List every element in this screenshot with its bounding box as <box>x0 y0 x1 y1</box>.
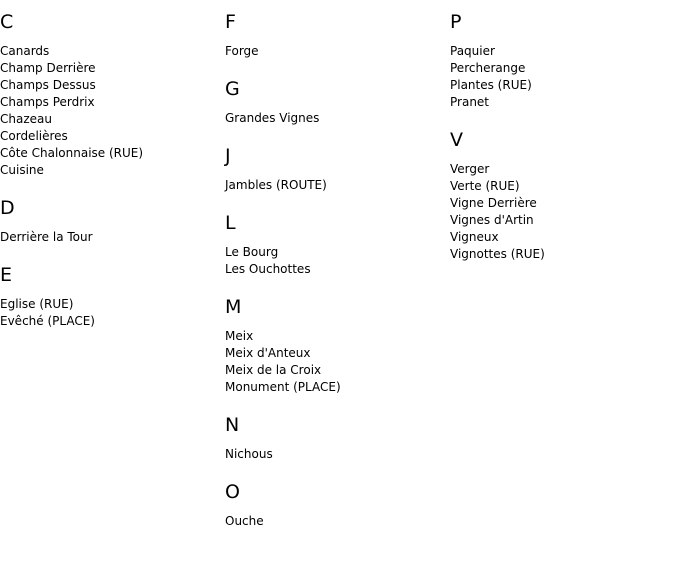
letter-heading: V <box>450 129 463 151</box>
letter-group-n <box>225 414 450 463</box>
column-1 <box>0 0 225 348</box>
street-list <box>225 177 450 194</box>
street-item[interactable]: Eglise (RUE) <box>0 297 74 311</box>
street-item[interactable]: Le Bourg <box>225 245 279 259</box>
street-item[interactable]: Champ Derrière <box>0 61 96 75</box>
street-list <box>0 43 225 179</box>
letter-heading: E <box>0 264 13 286</box>
street-item[interactable]: Forge <box>225 44 259 58</box>
letter-heading: G <box>225 78 240 100</box>
street-list <box>450 161 675 263</box>
letter-group-o <box>225 481 450 530</box>
street-list <box>225 43 450 60</box>
street-list <box>225 110 450 127</box>
street-list <box>225 328 450 396</box>
street-item[interactable]: Meix <box>225 329 254 343</box>
street-item[interactable]: Vigne Derrière <box>450 196 537 210</box>
street-item[interactable]: Vigneux <box>450 230 499 244</box>
street-list <box>0 229 225 246</box>
letter-heading: C <box>0 11 14 33</box>
street-item[interactable]: Canards <box>0 44 50 58</box>
street-item[interactable]: Verte (RUE) <box>450 179 520 193</box>
letter-heading: L <box>225 212 236 234</box>
letter-group-f <box>225 11 450 60</box>
letter-heading: O <box>225 481 240 503</box>
letter-heading: F <box>225 11 236 33</box>
street-item[interactable]: Les Ouchottes <box>225 262 311 276</box>
street-item[interactable]: Ouche <box>225 514 264 528</box>
street-item[interactable]: Cordelières <box>0 129 68 143</box>
street-list <box>450 43 675 111</box>
letter-heading: P <box>450 11 462 33</box>
street-item[interactable]: Evêché (PLACE) <box>0 314 95 328</box>
street-list <box>225 446 450 463</box>
street-item[interactable]: Jambles (ROUTE) <box>225 178 327 192</box>
street-item[interactable]: Vignes d'Artin <box>450 213 534 227</box>
street-item[interactable]: Vignottes (RUE) <box>450 247 545 261</box>
letter-group-l <box>225 212 450 278</box>
street-item[interactable]: Plantes (RUE) <box>450 78 532 92</box>
letter-group-g <box>225 78 450 127</box>
street-item[interactable]: Champs Perdrix <box>0 95 95 109</box>
street-item[interactable]: Verger <box>450 162 490 176</box>
letter-group-m <box>225 296 450 396</box>
street-list <box>0 296 225 330</box>
letter-group-c <box>0 11 225 179</box>
street-item[interactable]: Cuisine <box>0 163 44 177</box>
street-list <box>225 513 450 530</box>
letter-group-j <box>225 145 450 194</box>
street-item[interactable]: Côte Chalonnaise (RUE) <box>0 146 144 160</box>
letter-heading: J <box>225 145 231 167</box>
letter-heading: D <box>0 197 15 219</box>
letter-heading: N <box>225 414 240 436</box>
street-item[interactable]: Nichous <box>225 447 273 461</box>
street-item[interactable]: Paquier <box>450 44 495 58</box>
letter-group-d <box>0 197 225 246</box>
street-item[interactable]: Percherange <box>450 61 526 75</box>
street-item[interactable]: Champs Dessus <box>0 78 96 92</box>
street-item[interactable]: Derrière la Tour <box>0 230 93 244</box>
letter-group-e <box>0 264 225 330</box>
column-2 <box>225 0 450 548</box>
street-item[interactable]: Pranet <box>450 95 490 109</box>
street-item[interactable]: Meix de la Croix <box>225 363 322 377</box>
street-item[interactable]: Monument (PLACE) <box>225 380 341 394</box>
letter-group-v <box>450 129 675 263</box>
street-item[interactable]: Meix d'Anteux <box>225 346 311 360</box>
letter-heading: M <box>225 296 242 318</box>
letter-group-p <box>450 11 675 111</box>
street-list <box>225 244 450 278</box>
street-item[interactable]: Chazeau <box>0 112 52 126</box>
street-item[interactable]: Grandes Vignes <box>225 111 320 125</box>
column-3 <box>450 0 675 281</box>
